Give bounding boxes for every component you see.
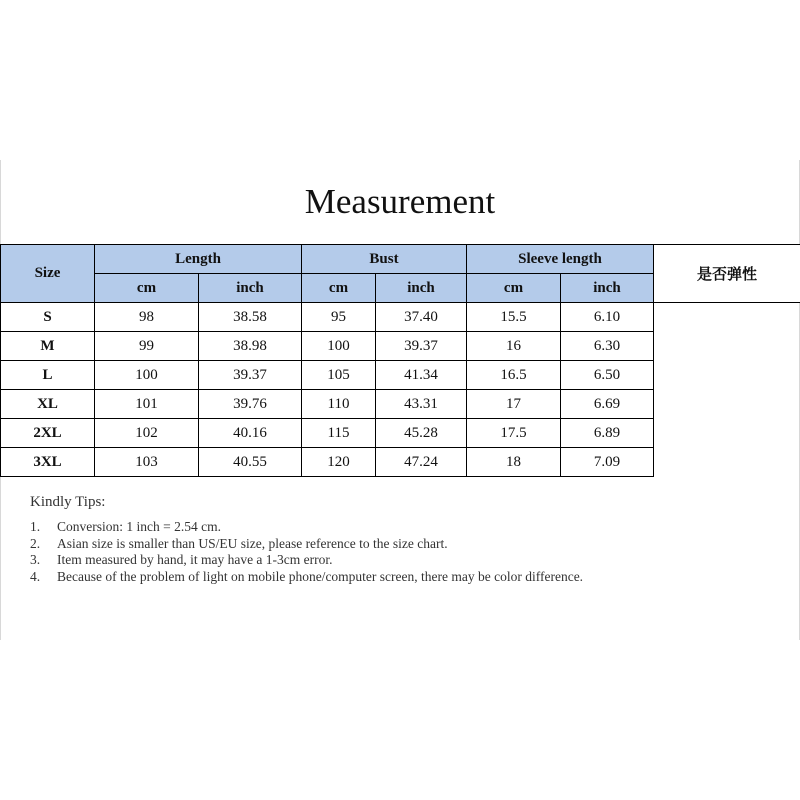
tip-number: 1. [30,519,41,534]
table-cell: 17 [467,390,561,419]
table-cell: 16.5 [467,361,561,390]
table-cell: 100 [95,361,199,390]
table-cell: 43.31 [376,390,467,419]
tips-list [30,519,670,585]
blank-cell [654,361,800,390]
subheader-length-inch: inch [199,274,302,303]
subheader-sleeve-inch: inch [561,274,654,303]
table-cell: 103 [95,448,199,477]
tip-number: 2. [30,535,41,551]
tip-item [30,569,670,586]
subheader-sleeve-cm: cm [467,274,561,303]
blank-cell [654,448,800,477]
table-cell: 39.37 [199,361,302,390]
table-cell: 95 [302,303,376,332]
table-cell: 16 [467,332,561,361]
table-cell: 15.5 [467,303,561,332]
table-cell: 39.37 [376,332,467,361]
tip-text: Because of the problem of light on mobile phone/computer screen, there may be color difference. [57,568,584,584]
table-row [1,448,800,477]
subheader-length-cm: cm [95,274,199,303]
table-row [1,419,800,448]
table-cell: 100 [302,332,376,361]
tip-text: Item measured by hand, it may have a 1-3cm error. [57,552,333,567]
table-cell: 38.58 [199,303,302,332]
header-bust: Bust [302,245,467,274]
blank-cell [654,332,800,361]
size-cell: XL [1,390,95,419]
table-cell: 102 [95,419,199,448]
size-cell: 2XL [1,419,95,448]
table-row [1,332,800,361]
table-row [1,390,800,419]
tip-number: 4. [30,568,41,584]
table-cell: 7.09 [561,448,654,477]
tip-item [30,536,670,553]
tip-item [30,552,670,569]
table-cell: 37.40 [376,303,467,332]
table-cell: 6.50 [561,361,654,390]
table-cell: 115 [302,419,376,448]
page-title: Measurement [304,182,496,221]
header-size: Size [1,245,95,303]
table-cell: 99 [95,332,199,361]
kindly-tips [30,494,670,585]
tip-text: Asian size is smaller than US/EU size, please reference to the size chart. [57,535,448,551]
header-elastic: 是否弹性 [654,245,800,303]
table-cell: 6.69 [561,390,654,419]
table-cell: 110 [302,390,376,419]
table-cell: 6.10 [561,303,654,332]
table-cell: 98 [95,303,199,332]
blank-cell [654,390,800,419]
header-length: Length [95,245,302,274]
blank-cell [654,303,800,332]
tip-number: 3. [30,552,41,567]
table-cell: 40.16 [199,419,302,448]
tips-title: Kindly Tips: [30,494,106,510]
blank-cell [654,419,800,448]
subheader-bust-cm: cm [302,274,376,303]
table-cell: 17.5 [467,419,561,448]
size-cell: L [1,361,95,390]
size-cell: M [1,332,95,361]
table-cell: 47.24 [376,448,467,477]
size-chart-table [0,244,800,477]
table-cell: 40.55 [199,448,302,477]
tip-text: Conversion: 1 inch = 2.54 cm. [57,519,221,534]
header-sleeve-length: Sleeve length [467,245,654,274]
tip-item [30,519,670,536]
subheader-bust-inch: inch [376,274,467,303]
table-cell: 18 [467,448,561,477]
table-cell: 41.34 [376,361,467,390]
table-cell: 6.89 [561,419,654,448]
size-cell: S [1,303,95,332]
size-cell: 3XL [1,448,95,477]
table-cell: 120 [302,448,376,477]
table-cell: 105 [302,361,376,390]
table-row [1,303,800,332]
table-cell: 38.98 [199,332,302,361]
table-cell: 39.76 [199,390,302,419]
table-cell: 45.28 [376,419,467,448]
table-row [1,361,800,390]
table-cell: 6.30 [561,332,654,361]
table-cell: 101 [95,390,199,419]
